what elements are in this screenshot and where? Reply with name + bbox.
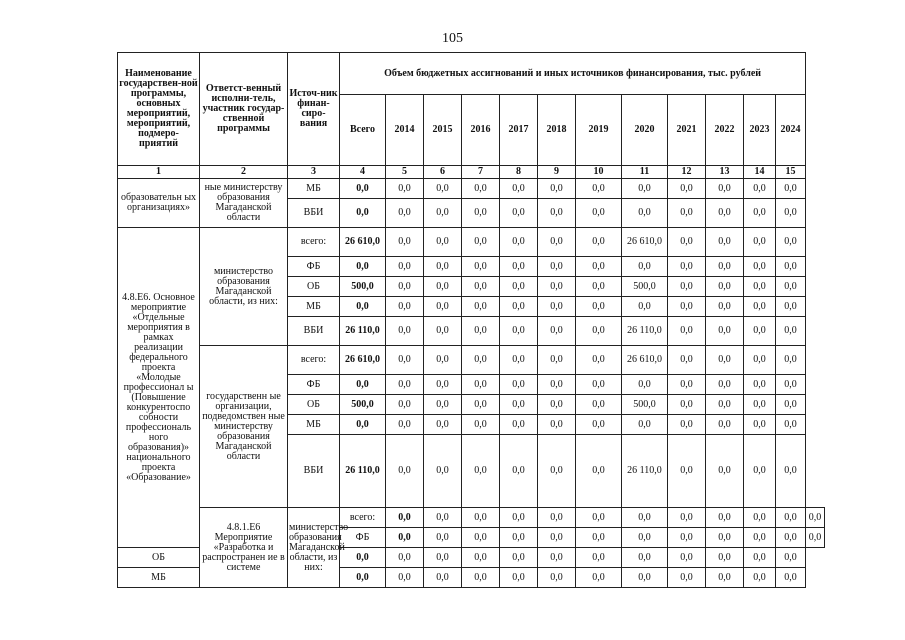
- year-value-cell: 0,0: [500, 415, 538, 435]
- source-cell: МБ: [288, 297, 340, 317]
- total-cell: 0,0: [340, 415, 386, 435]
- source-cell: ВБИ: [288, 317, 340, 346]
- year-value-cell: 0,0: [462, 568, 500, 588]
- year-value-cell: 0,0: [538, 508, 576, 528]
- year-value-cell: 0,0: [744, 435, 776, 508]
- year-value-cell: 0,0: [776, 415, 806, 435]
- year-value-cell: 0,0: [706, 346, 744, 375]
- year-value-cell: 0,0: [424, 568, 462, 588]
- column-number: 4: [340, 166, 386, 179]
- table-row: [118, 179, 825, 199]
- total-cell: 0,0: [340, 375, 386, 395]
- source-cell: ФБ: [340, 528, 386, 548]
- header-year: 2016: [462, 95, 500, 166]
- year-value-cell: 0,0: [576, 179, 622, 199]
- year-value-cell: 0,0: [538, 346, 576, 375]
- total-cell: 0,0: [340, 257, 386, 277]
- source-cell: ФБ: [288, 375, 340, 395]
- table-row: [118, 346, 825, 375]
- year-value-cell: 0,0: [668, 548, 706, 568]
- header-volume: Объем бюджетных ассигнований и иных источников финансирования, тыс. рублей: [340, 53, 806, 95]
- source-cell: всего:: [340, 508, 386, 528]
- year-value-cell: 0,0: [462, 395, 500, 415]
- year-value-cell: 0,0: [576, 199, 622, 228]
- column-number: 1: [118, 166, 200, 179]
- year-value-cell: 0,0: [500, 317, 538, 346]
- year-value-cell: 0,0: [462, 548, 500, 568]
- year-value-cell: 0,0: [462, 179, 500, 199]
- header-year: 2020: [622, 95, 668, 166]
- year-value-cell: 0,0: [622, 548, 668, 568]
- column-number: 11: [622, 166, 668, 179]
- year-value-cell: 0,0: [424, 508, 462, 528]
- year-value-cell: 0,0: [500, 375, 538, 395]
- executor-cell: министерство образования Магаданской области, из них:: [288, 508, 340, 588]
- year-value-cell: 0,0: [706, 277, 744, 297]
- year-value-cell: 0,0: [386, 199, 424, 228]
- year-value-cell: 0,0: [668, 528, 706, 548]
- year-value-cell: 0,0: [386, 257, 424, 277]
- year-value-cell: 0,0: [576, 346, 622, 375]
- year-value-cell: 0,0: [576, 228, 622, 257]
- source-cell: ВБИ: [288, 435, 340, 508]
- year-value-cell: 0,0: [462, 528, 500, 548]
- year-value-cell: 0,0: [500, 346, 538, 375]
- year-value-cell: 0,0: [744, 346, 776, 375]
- source-cell: ОБ: [288, 277, 340, 297]
- year-value-cell: 0,0: [668, 568, 706, 588]
- total-cell: 0,0: [340, 297, 386, 317]
- year-value-cell: 0,0: [622, 508, 668, 528]
- header-year: 2024: [776, 95, 806, 166]
- table-row: [118, 508, 825, 528]
- total-cell: 0,0: [340, 179, 386, 199]
- year-value-cell: 26 110,0: [622, 317, 668, 346]
- year-value-cell: 0,0: [538, 228, 576, 257]
- year-value-cell: 0,0: [776, 375, 806, 395]
- source-cell: ОБ: [118, 548, 200, 568]
- year-value-cell: 0,0: [576, 548, 622, 568]
- year-value-cell: 0,0: [776, 528, 806, 548]
- year-value-cell: 0,0: [776, 317, 806, 346]
- executor-cell: ные министерству образования Магаданской области: [200, 179, 288, 228]
- year-value-cell: 0,0: [622, 297, 668, 317]
- source-cell: ОБ: [288, 395, 340, 415]
- year-value-cell: 0,0: [424, 528, 462, 548]
- year-value-cell: 0,0: [500, 297, 538, 317]
- year-value-cell: 0,0: [776, 346, 806, 375]
- header-year: 2022: [706, 95, 744, 166]
- year-value-cell: 0,0: [744, 179, 776, 199]
- year-value-cell: 0,0: [706, 179, 744, 199]
- year-value-cell: 0,0: [462, 297, 500, 317]
- header-program: Наименование государствен-ной программы, основных мероприятий, мероприятий, подмеро-приятий: [118, 53, 200, 166]
- year-value-cell: 0,0: [576, 435, 622, 508]
- year-value-cell: 0,0: [424, 435, 462, 508]
- year-value-cell: 0,0: [706, 375, 744, 395]
- year-value-cell: 0,0: [622, 568, 668, 588]
- year-value-cell: 0,0: [424, 395, 462, 415]
- year-value-cell: 0,0: [744, 277, 776, 297]
- year-value-cell: 0,0: [776, 277, 806, 297]
- column-number: 8: [500, 166, 538, 179]
- year-value-cell: 0,0: [776, 199, 806, 228]
- year-value-cell: 0,0: [424, 199, 462, 228]
- column-number: 6: [424, 166, 462, 179]
- year-value-cell: 0,0: [576, 508, 622, 528]
- column-number: 7: [462, 166, 500, 179]
- column-number: 14: [744, 166, 776, 179]
- header-year: 2021: [668, 95, 706, 166]
- header-source: Источ-ник финан-сиро-вания: [288, 53, 340, 166]
- year-value-cell: 0,0: [538, 297, 576, 317]
- year-value-cell: 0,0: [706, 395, 744, 415]
- year-value-cell: 0,0: [668, 257, 706, 277]
- year-value-cell: 0,0: [500, 199, 538, 228]
- year-value-cell: 0,0: [706, 228, 744, 257]
- year-value-cell: 0,0: [462, 435, 500, 508]
- year-value-cell: 0,0: [500, 179, 538, 199]
- year-value-cell: 0,0: [744, 317, 776, 346]
- year-value-cell: 26 110,0: [622, 435, 668, 508]
- year-value-cell: 0,0: [500, 548, 538, 568]
- program-cell: 4.8.1.Е6 Мероприятие «Разработка и распространен ие в системе: [200, 508, 288, 588]
- year-value-cell: 0,0: [706, 548, 744, 568]
- year-value-cell: 0,0: [668, 317, 706, 346]
- year-value-cell: 0,0: [538, 199, 576, 228]
- total-cell: 500,0: [340, 277, 386, 297]
- year-value-cell: 0,0: [706, 435, 744, 508]
- year-value-cell: 0,0: [576, 415, 622, 435]
- year-value-cell: 0,0: [576, 528, 622, 548]
- year-value-cell: 0,0: [386, 228, 424, 257]
- year-value-cell: 0,0: [706, 297, 744, 317]
- header-year: 2015: [424, 95, 462, 166]
- column-number: 2: [200, 166, 288, 179]
- year-value-cell: 0,0: [744, 257, 776, 277]
- year-value-cell: 0,0: [424, 179, 462, 199]
- source-cell: МБ: [118, 568, 200, 588]
- column-number: 12: [668, 166, 706, 179]
- year-value-cell: 26 610,0: [622, 346, 668, 375]
- year-value-cell: 0,0: [576, 395, 622, 415]
- year-value-cell: 0,0: [500, 435, 538, 508]
- year-value-cell: 0,0: [776, 395, 806, 415]
- year-value-cell: 0,0: [576, 317, 622, 346]
- year-value-cell: 0,0: [538, 179, 576, 199]
- year-value-cell: 0,0: [386, 415, 424, 435]
- year-value-cell: 0,0: [386, 375, 424, 395]
- total-cell: 0,0: [340, 199, 386, 228]
- year-value-cell: 0,0: [462, 415, 500, 435]
- year-value-cell: 0,0: [706, 257, 744, 277]
- year-value-cell: 0,0: [462, 346, 500, 375]
- year-value-cell: 0,0: [668, 179, 706, 199]
- year-value-cell: 0,0: [386, 435, 424, 508]
- year-value-cell: 0,0: [462, 199, 500, 228]
- year-value-cell: 0,0: [706, 508, 744, 528]
- year-value-cell: 0,0: [576, 297, 622, 317]
- column-number: 13: [706, 166, 744, 179]
- year-value-cell: 0,0: [744, 415, 776, 435]
- year-value-cell: 0,0: [706, 199, 744, 228]
- year-value-cell: 500,0: [622, 277, 668, 297]
- year-value-cell: 0,0: [776, 179, 806, 199]
- year-value-cell: 0,0: [744, 228, 776, 257]
- year-value-cell: 0,0: [462, 257, 500, 277]
- column-number: 9: [538, 166, 576, 179]
- year-value-cell: 0,0: [500, 277, 538, 297]
- year-value-cell: 0,0: [386, 568, 424, 588]
- year-value-cell: 26 610,0: [622, 228, 668, 257]
- year-value-cell: 0,0: [706, 415, 744, 435]
- year-value-cell: 0,0: [538, 317, 576, 346]
- year-value-cell: 0,0: [776, 228, 806, 257]
- header-year: 2018: [538, 95, 576, 166]
- year-value-cell: 0,0: [668, 228, 706, 257]
- year-value-cell: 0,0: [538, 257, 576, 277]
- total-cell: 26 110,0: [340, 317, 386, 346]
- year-value-cell: 0,0: [424, 317, 462, 346]
- year-value-cell: 0,0: [386, 395, 424, 415]
- total-cell: 26 610,0: [340, 346, 386, 375]
- year-value-cell: 0,0: [776, 508, 806, 528]
- year-value-cell: 0,0: [744, 528, 776, 548]
- year-value-cell: 0,0: [386, 548, 424, 568]
- year-value-cell: 0,0: [386, 277, 424, 297]
- year-value-cell: 0,0: [424, 375, 462, 395]
- total-cell: 26 110,0: [340, 435, 386, 508]
- source-cell: ФБ: [288, 257, 340, 277]
- total-cell: 0,0: [386, 528, 424, 548]
- year-value-cell: 0,0: [744, 395, 776, 415]
- year-value-cell: 0,0: [576, 257, 622, 277]
- year-value-cell: 0,0: [538, 415, 576, 435]
- year-value-cell: 0,0: [500, 395, 538, 415]
- year-value-cell: 0,0: [668, 395, 706, 415]
- year-value-cell: 0,0: [424, 228, 462, 257]
- total-cell: 500,0: [340, 395, 386, 415]
- year-value-cell: 0,0: [744, 568, 776, 588]
- year-value-cell: 0,0: [386, 297, 424, 317]
- source-cell: всего:: [288, 228, 340, 257]
- year-value-cell: 0,0: [538, 528, 576, 548]
- executor-cell: государственн ые организации, подведомствен ные министерству образования Магаданской области: [200, 346, 288, 508]
- year-value-cell: 0,0: [424, 277, 462, 297]
- year-value-cell: 0,0: [776, 297, 806, 317]
- year-value-cell: 0,0: [538, 395, 576, 415]
- page-number: 105: [442, 31, 463, 46]
- year-value-cell: 0,0: [462, 375, 500, 395]
- year-value-cell: 0,0: [806, 508, 825, 528]
- year-value-cell: 0,0: [622, 375, 668, 395]
- year-value-cell: 0,0: [706, 317, 744, 346]
- year-value-cell: 0,0: [538, 548, 576, 568]
- year-value-cell: 0,0: [424, 548, 462, 568]
- source-cell: МБ: [288, 415, 340, 435]
- year-value-cell: 0,0: [806, 528, 825, 548]
- year-value-cell: 0,0: [424, 346, 462, 375]
- year-value-cell: 0,0: [424, 297, 462, 317]
- year-value-cell: 500,0: [622, 395, 668, 415]
- header-year: 2023: [744, 95, 776, 166]
- total-cell: 26 610,0: [340, 228, 386, 257]
- year-value-cell: 0,0: [538, 375, 576, 395]
- total-cell: 0,0: [340, 568, 386, 588]
- column-number: 10: [576, 166, 622, 179]
- year-value-cell: 0,0: [668, 508, 706, 528]
- executor-cell: министерство образования Магаданской области, из них:: [200, 228, 288, 346]
- header-total: Всего: [340, 95, 386, 166]
- year-value-cell: 0,0: [744, 199, 776, 228]
- year-value-cell: 0,0: [500, 508, 538, 528]
- year-value-cell: 0,0: [424, 257, 462, 277]
- table-row: [118, 228, 825, 257]
- year-value-cell: 0,0: [744, 508, 776, 528]
- year-value-cell: 0,0: [706, 568, 744, 588]
- year-value-cell: 0,0: [500, 568, 538, 588]
- header-year: 2019: [576, 95, 622, 166]
- year-value-cell: 0,0: [462, 277, 500, 297]
- year-value-cell: 0,0: [462, 508, 500, 528]
- year-value-cell: 0,0: [744, 548, 776, 568]
- year-value-cell: 0,0: [424, 415, 462, 435]
- year-value-cell: 0,0: [622, 415, 668, 435]
- year-value-cell: 0,0: [462, 228, 500, 257]
- column-number: 3: [288, 166, 340, 179]
- year-value-cell: 0,0: [776, 568, 806, 588]
- year-value-cell: 0,0: [776, 548, 806, 568]
- year-value-cell: 0,0: [744, 297, 776, 317]
- header-executor: Ответст-венный исполни-тель, участник государ-ственной программы: [200, 53, 288, 166]
- year-value-cell: 0,0: [500, 228, 538, 257]
- year-value-cell: 0,0: [622, 179, 668, 199]
- year-value-cell: 0,0: [622, 528, 668, 548]
- source-cell: ВБИ: [288, 199, 340, 228]
- year-value-cell: 0,0: [386, 346, 424, 375]
- year-value-cell: 0,0: [706, 528, 744, 548]
- year-value-cell: 0,0: [576, 568, 622, 588]
- year-value-cell: 0,0: [668, 346, 706, 375]
- program-cell: 4.8.Е6. Основное мероприятие «Отдельные мероприятия в рамках реализации федерального проекта «Молодые профессионал ы (Повышение конкурентоспо собности профессиональ ного образования)» национального проекта «Образование»: [118, 228, 200, 548]
- year-value-cell: 0,0: [386, 317, 424, 346]
- year-value-cell: 0,0: [668, 199, 706, 228]
- year-value-cell: 0,0: [668, 375, 706, 395]
- total-cell: 0,0: [386, 508, 424, 528]
- header-year: 2017: [500, 95, 538, 166]
- year-value-cell: 0,0: [462, 317, 500, 346]
- year-value-cell: 0,0: [776, 257, 806, 277]
- year-value-cell: 0,0: [668, 435, 706, 508]
- header-year: 2014: [386, 95, 424, 166]
- total-cell: 0,0: [340, 548, 386, 568]
- source-cell: МБ: [288, 179, 340, 199]
- year-value-cell: 0,0: [386, 179, 424, 199]
- year-value-cell: 0,0: [668, 277, 706, 297]
- year-value-cell: 0,0: [622, 199, 668, 228]
- year-value-cell: 0,0: [500, 257, 538, 277]
- year-value-cell: 0,0: [668, 415, 706, 435]
- year-value-cell: 0,0: [622, 257, 668, 277]
- year-value-cell: 0,0: [538, 435, 576, 508]
- source-cell: всего:: [288, 346, 340, 375]
- year-value-cell: 0,0: [668, 297, 706, 317]
- program-cell: образовательн ых организациях»: [118, 179, 200, 228]
- year-value-cell: 0,0: [538, 568, 576, 588]
- column-number: 5: [386, 166, 424, 179]
- year-value-cell: 0,0: [576, 375, 622, 395]
- column-number: 15: [776, 166, 806, 179]
- year-value-cell: 0,0: [576, 277, 622, 297]
- year-value-cell: 0,0: [776, 435, 806, 508]
- budget-table: [117, 52, 825, 588]
- year-value-cell: 0,0: [500, 528, 538, 548]
- year-value-cell: 0,0: [538, 277, 576, 297]
- year-value-cell: 0,0: [744, 375, 776, 395]
